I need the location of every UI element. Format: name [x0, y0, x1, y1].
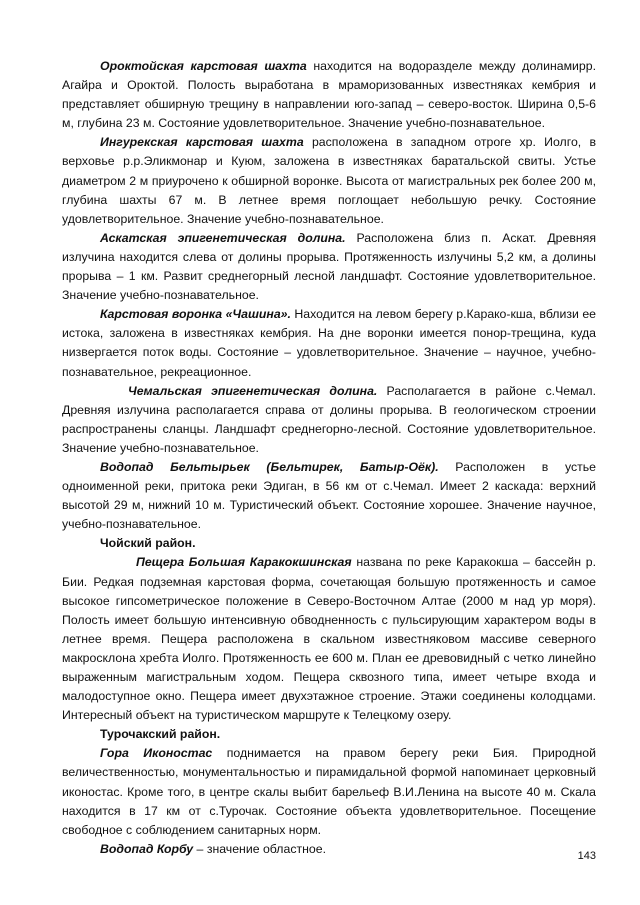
paragraph-karakokshinskaya-cave [62, 553, 596, 725]
paragraph-oroktoy-shaft [62, 57, 596, 133]
section-heading-turochak: Турочакский район. [100, 727, 221, 742]
paragraph-title: Гора Иконостас [100, 746, 213, 761]
paragraph-korbu-waterfall [62, 840, 596, 859]
paragraph-chashina-funnel [62, 305, 596, 381]
paragraph-title: Ингурекская карстовая шахта [100, 135, 304, 150]
paragraph-text: Располагается в районе с.Чемал. Древняя излучина располагается справа от долины прорыва. В геологическом строении распространены сланцы. Ландшафт среднегорно-лесной. Состояние удовлетворительное. Значение учебно-познавательное. [62, 383, 596, 455]
paragraph-text: названа по реке Каракокша – бассейн р. Бии. Редкая подземная карстовая форма, сочетающая большую протяженность и самое высокое гипсометрическое положение в Северо-Восточном Алтае (2000 м над ур моря). Полость имеет большую интенсивную обводненность с пульсирующим характером воды в летнее время. Пещера расположена в скальном известняковом массиве северного макросклона хребта Иолго. Протяженность ее 600 м. План ее древовидный с четко линейно выраженным магистральным ходом. Пещера сквозного типа, имеет четыре входа и малодоступное окно. Пещера имеет двухэтажное строение. Этажи соединены колодцами. Интересный объект на туристическом маршруте к Телецкому озеру. [62, 555, 596, 723]
section-heading-choya: Чойский район. [100, 536, 196, 551]
paragraph-chemal-valley [62, 382, 596, 458]
paragraph-text: – значение областное. [193, 841, 326, 856]
paragraph-text: расположена в западном отроге хр. Иолго, в верховье р.р.Эликмонар и Куюм, заложена в известняках баратальской свиты. Устье диаметром 2 м приурочено к обширной воронке. Высота от магистральных рек более 200 м, глубина шахты 67 м. В летнее время поглощает небольшую речку. Состояние удовлетворительное. Значение учебно-познавательное. [62, 135, 596, 226]
paragraph-ingurek-shaft [62, 133, 596, 228]
paragraph-title: Пещера Большая Каракокшинская [136, 555, 352, 570]
paragraph-askat-valley [62, 229, 596, 305]
paragraph-text: Расположен в устье одноименной реки, притока реки Эдиган, в 56 км от с.Чемал. Имеет 2 каскада: верхний высотой 29 м, нижний 10 м. Туристический объект. Состояние хорошее. Значение научное, учебно-познавательное. [62, 459, 596, 532]
paragraph-title: Водопад Бельтырьек (Бельтирек, Батыр-Оёк). [100, 459, 439, 474]
paragraph-beltyrek-waterfall [62, 458, 596, 534]
paragraph-ikonostas-mountain [62, 744, 596, 839]
paragraph-text: поднимается на правом берегу реки Бия. Природной величественностью, монументальностью и пирамидальной формой напоминает церковный иконостас. Кроме того, в центре скалы выбит барельеф В.И.Ленина на высоте 40 м. Скала находится в 17 км от с.Турочак. Состояние объекта удовлетворительное. Посещение свободное с соблюдением санитарных норм. [62, 746, 596, 837]
page-content [62, 57, 596, 859]
paragraph-title: Ороктойская карстовая шахта [100, 59, 307, 73]
paragraph-text: Расположена близ п. Аскат. Древняя излучина находится слева от долины прорыва. Протяженность излучины 5,2 км, а долины прорыва – 1 км. Развит среднегорный лесной ландшафт. Состояние удовлетворительное. Значение учебно-познавательное. [62, 230, 597, 303]
paragraph-title: Карстовая воронка «Чашина». [100, 307, 291, 322]
paragraph-title: Чемальская эпигенетическая долина. [128, 383, 378, 398]
paragraph-title: Водопад Корбу [100, 841, 194, 856]
paragraph-title: Аскатская эпигенетическая долина. [100, 230, 346, 245]
page-number: 143 [577, 850, 596, 862]
paragraph-text: Находится на левом берегу р.Каракo-кша, вблизи ее истока, заложена в известняках кембрия. На дне воронки имеется понор-трещина, куда низвергается поток воды. Состояние – удовлетворительное. Значение – научное, учебно-познавательное, рекреационное. [62, 307, 596, 379]
paragraph-text: находится на водоразделе между долинамирр. Агайра и Ороктой. Полость выработана в мраморизованных известняках кембрия и представляет обширную трещину в направлении юго-запад – северо-восток. Ширина 0,5-6 м, глубина 23 м. Состояние удовлетворительное. Значение учебно-познавательное. [62, 59, 596, 131]
